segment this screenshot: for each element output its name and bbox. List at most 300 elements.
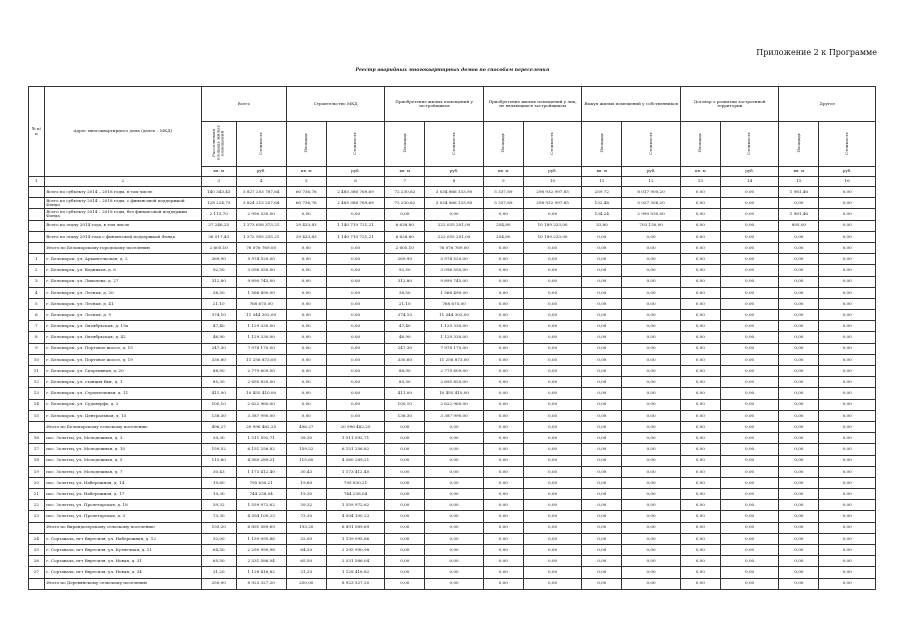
- row-value: 0,00: [483, 276, 523, 287]
- column-number: 9: [483, 177, 523, 187]
- row-value: 795 630,21: [236, 477, 286, 488]
- row-value: 38,50: [201, 287, 236, 298]
- row-value: 0,00: [385, 522, 425, 533]
- row-value: 134,24: [582, 209, 622, 220]
- row-value: 0,00: [286, 298, 326, 309]
- row-address: пос. Золотец, ул. Молодежная, д. 5: [44, 455, 201, 466]
- table-row: [29, 332, 876, 343]
- row-value: 0,00: [819, 410, 876, 421]
- row-value: 0,00: [680, 287, 720, 298]
- row-value: 0,00: [779, 332, 819, 343]
- row-value: 0,00: [286, 377, 326, 388]
- row-value: 0,00: [523, 287, 582, 298]
- row-value: 0,00: [523, 276, 582, 287]
- row-value: 0,00: [286, 254, 326, 265]
- column-number: 16: [819, 177, 876, 187]
- row-value: 72 230,62: [385, 187, 425, 198]
- row-value: 496,27: [286, 421, 326, 432]
- row-value: 6 891 089,69: [326, 522, 385, 533]
- table-row: [29, 533, 876, 544]
- row-value: 0,00: [582, 455, 622, 466]
- row-value: 39,32: [201, 500, 236, 511]
- row-value: 0,00: [286, 399, 326, 410]
- row-value: 0,00: [582, 522, 622, 533]
- row-value: 0,00: [779, 343, 819, 354]
- row-value: 0,00: [385, 545, 425, 556]
- row-value: 298 932 997,85: [523, 187, 582, 198]
- row-value: 0,00: [779, 198, 819, 209]
- header-num: № п/п: [29, 87, 45, 177]
- row-value: 6 628,80: [385, 231, 425, 242]
- row-value: 0,00: [819, 332, 876, 343]
- row-value: 0,00: [819, 354, 876, 365]
- row-value: 0,00: [779, 310, 819, 321]
- row-value: 0,00: [523, 433, 582, 444]
- column-number: 11: [582, 177, 622, 187]
- row-number: 26: [29, 556, 45, 567]
- column-number: 4: [236, 177, 286, 187]
- row-value: 2 990 530,00: [236, 209, 286, 220]
- header-buy-developers: Приобретение жилых помещений у застройщиков: [385, 87, 484, 122]
- row-number: 4: [29, 287, 45, 298]
- row-value: 2 295 990,98: [326, 545, 385, 556]
- row-value: 0,00: [582, 343, 622, 354]
- row-value: 0,00: [582, 533, 622, 544]
- row-value: 2 779 609,00: [425, 366, 484, 377]
- row-value: 1 139 095,86: [326, 533, 385, 544]
- row-value: 259,72: [582, 187, 622, 198]
- row-value: 0,00: [720, 298, 779, 309]
- table-row: [29, 433, 876, 444]
- row-value: 1 139 095,86: [236, 533, 286, 544]
- row-value: 269,90: [201, 254, 236, 265]
- row-value: 31,20: [286, 567, 326, 578]
- row-value: 0,00: [385, 578, 425, 589]
- row-value: 0,00: [582, 399, 622, 410]
- document-title: Реестр аварийных многоквартирных домов по способам переселения: [355, 68, 550, 73]
- row-value: 0,00: [779, 388, 819, 399]
- row-value: 0,00: [720, 433, 779, 444]
- row-value: 0,00: [622, 500, 681, 511]
- row-value: 895,00: [779, 220, 819, 231]
- row-value: 73,30: [286, 511, 326, 522]
- row-value: 0,00: [582, 298, 622, 309]
- row-value: 0,00: [680, 399, 720, 410]
- row-value: 0,00: [582, 556, 622, 567]
- row-value: 0,00: [326, 310, 385, 321]
- row-value: 0,00: [582, 477, 622, 488]
- unit-sqm: кв. м: [201, 167, 236, 177]
- table-row: [29, 421, 876, 432]
- row-value: 0,00: [720, 321, 779, 332]
- row-address: г. Беломорск, ул. Водников, д. 6: [44, 265, 201, 276]
- row-value: 0,00: [622, 489, 681, 500]
- row-value: 0,00: [483, 489, 523, 500]
- row-value: 6 891 089,69: [236, 522, 286, 533]
- row-address: г. Сортавала, пгт Вяртсиля, ул. Новая, д. 34: [44, 567, 201, 578]
- row-value: 0,00: [680, 545, 720, 556]
- row-value: 0,00: [523, 354, 582, 365]
- subheader-area: Площадь: [582, 122, 622, 167]
- row-value: 0,00: [286, 354, 326, 365]
- row-value: 3 387 990,00: [425, 410, 484, 421]
- subheader-cost: Стоимость: [523, 122, 582, 167]
- subheader-area: Площадь: [680, 122, 720, 167]
- row-value: 411,00: [385, 388, 425, 399]
- row-value: 7 978 170,00: [236, 343, 286, 354]
- row-address: пос. Золотец, ул. Пролетарская, д. 3: [44, 511, 201, 522]
- row-value: 0,00: [385, 489, 425, 500]
- row-value: 0,00: [680, 298, 720, 309]
- row-value: 0,00: [779, 455, 819, 466]
- row-number: 9: [29, 343, 45, 354]
- row-value: 0,00: [326, 209, 385, 220]
- row-number: 2: [29, 265, 45, 276]
- row-value: 0,00: [286, 388, 326, 399]
- row-value: 0,00: [819, 343, 876, 354]
- row-number: 15: [29, 410, 45, 421]
- row-value: 0,00: [680, 421, 720, 432]
- row-value: 0,00: [779, 410, 819, 421]
- row-value: 29 433,83: [286, 220, 326, 231]
- row-value: 4 504 100,23: [236, 511, 286, 522]
- row-number: 11: [29, 366, 45, 377]
- row-address: г. Беломорск, ул. Лихачева, д. 27: [44, 276, 201, 287]
- row-value: 0,00: [326, 254, 385, 265]
- row-value: 36 517,43: [201, 231, 236, 242]
- row-number: 24: [29, 533, 45, 544]
- row-value: 411,00: [201, 388, 236, 399]
- row-value: 0,00: [622, 354, 681, 365]
- row-value: 11 256 873,00: [425, 354, 484, 365]
- unit-sqm: кв. м: [286, 167, 326, 177]
- row-value: 0,00: [523, 545, 582, 556]
- table-row: [29, 377, 876, 388]
- row-value: 0,00: [720, 254, 779, 265]
- row-value: 0,00: [326, 343, 385, 354]
- row-address: г. Беломорск, ул. Строительная, д. 11: [44, 388, 201, 399]
- row-value: 3 387 990,00: [236, 410, 286, 421]
- row-value: 0,00: [779, 399, 819, 410]
- row-value: 0,00: [483, 466, 523, 477]
- row-value: 222 055 201,00: [425, 231, 484, 242]
- row-value: 0,00: [779, 500, 819, 511]
- row-value: 0,00: [425, 421, 484, 432]
- row-number: 5: [29, 298, 45, 309]
- table-row: [29, 354, 876, 365]
- row-value: 703 130,00: [622, 220, 681, 231]
- row-value: 0,00: [720, 220, 779, 231]
- row-value: 0,00: [523, 332, 582, 343]
- row-value: 0,00: [286, 332, 326, 343]
- row-value: 0,00: [582, 242, 622, 253]
- row-value: 0,00: [582, 276, 622, 287]
- row-value: 4 560 289,21: [326, 455, 385, 466]
- row-value: 1 129 330,00: [425, 332, 484, 343]
- row-value: 0,00: [326, 388, 385, 399]
- row-value: 0,00: [720, 578, 779, 589]
- appendix-label: Приложение 2 к Программе: [756, 48, 877, 57]
- row-number: [29, 220, 45, 231]
- row-value: 0,00: [720, 545, 779, 556]
- row-address: г. Беломорск, ул. Архангельская, д. 2: [44, 254, 201, 265]
- unit-sqm: кв. м: [680, 167, 720, 177]
- row-value: 247,30: [385, 343, 425, 354]
- row-value: 19,60: [201, 477, 236, 488]
- row-value: 0,00: [523, 556, 582, 567]
- row-value: 744 238,04: [326, 489, 385, 500]
- row-value: 2 485 386 769,69: [326, 198, 385, 209]
- row-value: 0,00: [385, 444, 425, 455]
- subheader-area: Площадь: [483, 122, 523, 167]
- row-value: 0,00: [523, 242, 582, 253]
- row-value: 0,00: [286, 310, 326, 321]
- row-address: г. Беломорск, ул. Портовое шоссе, д. 19: [44, 354, 201, 365]
- row-value: 10 189 233,00: [523, 220, 582, 231]
- row-number: 27: [29, 567, 45, 578]
- row-address: пос. Золотец, ул. Набережная, д. 14: [44, 477, 201, 488]
- row-value: 0,00: [483, 332, 523, 343]
- row-value: 0,00: [720, 556, 779, 567]
- row-value: 768 675,00: [425, 298, 484, 309]
- row-value: 2 695 820,00: [425, 377, 484, 388]
- row-value: 115,60: [201, 455, 236, 466]
- row-value: 5 337,89: [483, 198, 523, 209]
- row-value: 72 230,62: [385, 198, 425, 209]
- row-value: 5 974 520,00: [236, 254, 286, 265]
- row-value: 0,00: [779, 511, 819, 522]
- row-value: 0,00: [483, 388, 523, 399]
- row-value: 20 996 482,25: [326, 421, 385, 432]
- row-value: 0,00: [483, 254, 523, 265]
- row-address: г. Беломорск, ул. станция Выг, д. 1: [44, 377, 201, 388]
- row-address: пос. Золотец, ул. Набережная, д. 17: [44, 489, 201, 500]
- row-address: Итого по Вирандозерскому сельскому поселению: [44, 522, 201, 533]
- row-value: 65,50: [201, 556, 236, 567]
- row-value: 0,00: [622, 567, 681, 578]
- row-address: г. Беломорск, ул. Лесная, д. 9: [44, 310, 201, 321]
- row-value: 0,00: [326, 298, 385, 309]
- row-value: 0,00: [622, 377, 681, 388]
- row-value: 0,00: [819, 231, 876, 242]
- row-value: 298 932 997,85: [523, 198, 582, 209]
- row-value: 0,00: [483, 444, 523, 455]
- column-number: 3: [201, 177, 236, 187]
- row-value: 10 455 410,00: [236, 388, 286, 399]
- row-value: 0,00: [622, 287, 681, 298]
- row-value: 0,00: [582, 388, 622, 399]
- row-value: 1 372 955 255,21: [236, 231, 286, 242]
- row-value: 0,00: [483, 354, 523, 365]
- column-number: 13: [680, 177, 720, 187]
- subheader-cost: Стоимость: [720, 122, 779, 167]
- row-value: 33,80: [582, 220, 622, 231]
- row-value: 0,00: [622, 254, 681, 265]
- subheader-cost: Стоимость: [236, 122, 286, 167]
- row-value: 3 096 550,00: [425, 265, 484, 276]
- subheader-cost: Стоимость: [622, 122, 681, 167]
- row-address: Всего по субъекту 2014 – 2018 годы, с финансовой поддержкой Фонда: [44, 198, 201, 209]
- row-value: 0,00: [819, 276, 876, 287]
- row-number: [29, 242, 45, 253]
- row-value: 2 990 530,00: [622, 209, 681, 220]
- row-value: 11 256 873,00: [236, 354, 286, 365]
- row-value: 2 115,70: [201, 209, 236, 220]
- row-value: 0,00: [425, 489, 484, 500]
- row-value: 0,00: [680, 489, 720, 500]
- row-value: 7 978 170,00: [425, 343, 484, 354]
- row-value: 0,00: [523, 444, 582, 455]
- row-value: 0,00: [819, 287, 876, 298]
- subheader-settle-area: Расселяемая площадь жилых помещений: [201, 122, 236, 167]
- row-value: 0,00: [286, 366, 326, 377]
- row-number: 19: [29, 466, 45, 477]
- row-value: 0,00: [483, 500, 523, 511]
- row-value: 250,00: [201, 578, 236, 589]
- row-address: Итого по Деревянскому сельскому поселению: [44, 578, 201, 589]
- row-value: 0,00: [819, 388, 876, 399]
- row-value: 1 511 592,71: [236, 433, 286, 444]
- row-value: 0,00: [326, 276, 385, 287]
- row-value: 2 295 990,98: [236, 545, 286, 556]
- row-value: 1 140 710 721,21: [326, 231, 385, 242]
- row-value: 1 981,46: [779, 187, 819, 198]
- row-address: Всего по субъекту 2014 – 2018 годы, в том числе: [44, 187, 201, 198]
- row-address: пос. Золотец, ул. Молодежная, д. 7: [44, 466, 201, 477]
- row-value: 795 630,21: [326, 477, 385, 488]
- row-value: 6 638,80: [385, 220, 425, 231]
- row-value: 30,43: [286, 466, 326, 477]
- row-value: 0,00: [720, 388, 779, 399]
- row-value: 60 736,76: [286, 187, 326, 198]
- header-total: Всего: [201, 87, 286, 122]
- row-value: 0,00: [425, 556, 484, 567]
- row-value: 0,00: [622, 455, 681, 466]
- row-value: 0,00: [819, 511, 876, 522]
- row-value: 19,30: [201, 489, 236, 500]
- row-value: 0,00: [326, 354, 385, 365]
- row-value: 8 923 327,20: [236, 578, 286, 589]
- row-value: 0,00: [819, 578, 876, 589]
- row-value: 5 824 213 257,64: [236, 198, 286, 209]
- row-value: 1 173 412,40: [326, 466, 385, 477]
- row-value: 1 566 490,00: [236, 287, 286, 298]
- row-value: 0,00: [720, 310, 779, 321]
- row-value: 32,00: [201, 533, 236, 544]
- row-value: 0,00: [680, 556, 720, 567]
- row-value: 0,00: [385, 511, 425, 522]
- row-value: 496,27: [201, 421, 236, 432]
- row-value: 0,00: [779, 556, 819, 567]
- row-value: 0,00: [483, 366, 523, 377]
- row-value: 0,00: [523, 466, 582, 477]
- row-value: 6 151 256,82: [326, 444, 385, 455]
- row-value: 0,00: [523, 410, 582, 421]
- row-number: 8: [29, 332, 45, 343]
- row-value: 0,00: [680, 276, 720, 287]
- row-value: 2 331 586,04: [326, 556, 385, 567]
- unit-sqm: кв. м: [582, 167, 622, 177]
- row-value: 0,00: [523, 455, 582, 466]
- row-value: 0,00: [582, 511, 622, 522]
- row-value: 0,00: [819, 265, 876, 276]
- row-value: 0,00: [622, 466, 681, 477]
- row-value: 0,00: [779, 545, 819, 556]
- row-value: 0,00: [622, 533, 681, 544]
- row-value: 0,00: [582, 433, 622, 444]
- row-number: 25: [29, 545, 45, 556]
- row-value: 4 504 100,23: [326, 511, 385, 522]
- row-value: 0,00: [720, 265, 779, 276]
- row-value: 21,10: [201, 298, 236, 309]
- table-body: [29, 187, 876, 590]
- row-value: 3 096 550,00: [236, 265, 286, 276]
- row-value: 0,00: [425, 545, 484, 556]
- row-value: 5 337,89: [483, 187, 523, 198]
- row-value: 1 559 972,62: [236, 500, 286, 511]
- table-row: [29, 209, 876, 220]
- row-value: 0,00: [779, 444, 819, 455]
- column-number: 2: [44, 177, 201, 187]
- row-value: 0,00: [622, 332, 681, 343]
- row-value: 0,00: [622, 343, 681, 354]
- row-value: 0,00: [582, 254, 622, 265]
- row-value: 0,00: [819, 366, 876, 377]
- row-address: г. Сортавала, пгт Вяртсиля, ул. Набережная, д. 12: [44, 533, 201, 544]
- row-value: 9 890 745,00: [425, 276, 484, 287]
- row-value: 0,00: [819, 310, 876, 321]
- subheader-area: Площадь: [779, 122, 819, 167]
- row-value: 0,00: [622, 321, 681, 332]
- row-value: 0,00: [680, 466, 720, 477]
- row-value: 9 890 745,00: [236, 276, 286, 287]
- row-value: 0,00: [622, 444, 681, 455]
- row-number: [29, 209, 45, 220]
- row-value: 0,00: [286, 287, 326, 298]
- row-value: 0,00: [523, 388, 582, 399]
- table-row: [29, 366, 876, 377]
- row-value: 0,00: [622, 477, 681, 488]
- row-number: [29, 522, 45, 533]
- row-value: 0,00: [483, 242, 523, 253]
- row-value: 0,00: [680, 477, 720, 488]
- row-value: 0,00: [622, 433, 681, 444]
- row-value: 0,00: [425, 444, 484, 455]
- row-value: 0,00: [779, 533, 819, 544]
- row-value: 0,00: [622, 578, 681, 589]
- row-value: 0,00: [483, 287, 523, 298]
- row-value: 85,30: [385, 377, 425, 388]
- row-value: 0,00: [483, 377, 523, 388]
- row-value: 768 675,00: [236, 298, 286, 309]
- row-value: 254,80: [483, 231, 523, 242]
- unit-sqm: кв. м: [385, 167, 425, 177]
- row-number: 16: [29, 433, 45, 444]
- row-value: 0,00: [425, 477, 484, 488]
- row-value: 0,00: [523, 310, 582, 321]
- row-value: 159,52: [201, 444, 236, 455]
- row-value: 0,00: [819, 399, 876, 410]
- row-value: 0,00: [286, 242, 326, 253]
- row-address: Всего по этапу 2014 года, в том числе: [44, 220, 201, 231]
- table-row: [29, 455, 876, 466]
- column-number: 14: [720, 177, 779, 187]
- row-value: 0,00: [326, 410, 385, 421]
- row-value: 312,80: [201, 276, 236, 287]
- table-row: [29, 187, 876, 198]
- row-value: 0,00: [622, 310, 681, 321]
- row-address: Итого по Беломорскому городскому поселению: [44, 242, 201, 253]
